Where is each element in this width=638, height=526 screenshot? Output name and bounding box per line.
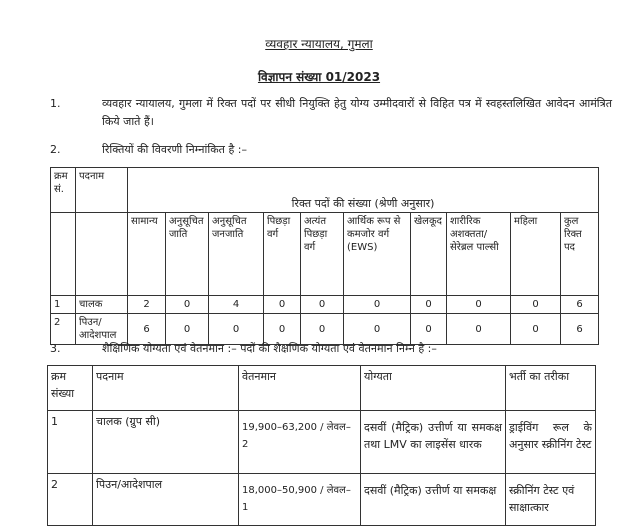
cell-value: 6 xyxy=(128,314,166,345)
cell-value: 0 xyxy=(447,296,511,314)
row-post: पिउन/आदेशपाल xyxy=(93,474,239,526)
category-header: कुल रिक्त पद xyxy=(561,213,599,296)
cell-value: 0 xyxy=(264,314,301,345)
category-header: खेलकूद xyxy=(411,213,447,296)
table-row xyxy=(48,411,596,474)
category-header: शारीरिक अशक्तता/ सेरेब्रल पाल्सी xyxy=(447,213,511,296)
row-pay-scale: 19,900–63,200 / लेवल–2 xyxy=(239,411,361,474)
cell-value: 0 xyxy=(511,296,561,314)
cell-value: 0 xyxy=(166,314,209,345)
header-post: पदनाम xyxy=(93,366,239,411)
category-header-row xyxy=(51,213,599,296)
cell-value: 4 xyxy=(209,296,264,314)
row-qualification: दसवीं (मैट्रिक) उत्तीर्ण या समकक्ष तथा LMV का लाइसेंस धारक xyxy=(361,411,506,474)
court-title: व्यवहार न्यायालय, गुमला xyxy=(265,37,373,51)
row-post: चालक (ग्रुप सी) xyxy=(93,411,239,474)
header-sr: क्रम सं. xyxy=(51,168,76,213)
row-sr: 1 xyxy=(51,296,76,314)
category-header: अत्यंत पिछड़ा वर्ग xyxy=(301,213,344,296)
header-recruitment-method: भर्ती का तरीका xyxy=(506,366,596,411)
para-2-text: रिक्तियों की विवरणी निम्नांकित है :– xyxy=(102,143,247,156)
header-row xyxy=(48,366,596,411)
header-qualification: योग्यता xyxy=(361,366,506,411)
vacancy-table xyxy=(50,167,599,345)
para-2-number: 2. xyxy=(50,143,61,156)
row-recruitment-method: स्क्रीनिंग टेस्ट एवं साक्षात्कार xyxy=(506,474,596,526)
row-qualification: दसवीं (मैट्रिक) उत्तीर्ण या समकक्ष xyxy=(361,474,506,526)
para-3-text: शैक्षिणिक योग्यता एवं वेतनमान :– पदों की शैक्षणिक योग्यता एवं वेतनमान निम्न है :– xyxy=(102,342,437,355)
row-post: चालक xyxy=(76,296,128,314)
cell-value: 0 xyxy=(344,314,411,345)
cell-value: 0 xyxy=(166,296,209,314)
para-3-number: 3. xyxy=(50,342,61,355)
cell-value: 0 xyxy=(301,314,344,345)
category-header: सामान्य xyxy=(128,213,166,296)
cell-value: 0 xyxy=(411,314,447,345)
header-post: पदनाम xyxy=(76,168,128,213)
cell-value: 0 xyxy=(301,296,344,314)
row-sr: 1 xyxy=(48,411,93,474)
advertisement-number: विज्ञापन संख्या 01/2023 xyxy=(257,70,381,84)
table-row xyxy=(48,474,596,526)
category-header: पिछड़ा वर्ग xyxy=(264,213,301,296)
header-vacancy-group: रिक्त पदों की संख्या (श्रेणी अनुसार) xyxy=(128,168,599,213)
para-1-number: 1. xyxy=(50,97,61,110)
cell-value: 0 xyxy=(511,314,561,345)
cell-value: 0 xyxy=(411,296,447,314)
header-sr: क्रम संख्या xyxy=(48,366,93,411)
category-header: महिला xyxy=(511,213,561,296)
category-header: अनुसूचित जाति xyxy=(166,213,209,296)
cell-value: 0 xyxy=(264,296,301,314)
cell-value: 0 xyxy=(447,314,511,345)
row-post: पिउन/ आदेशपाल xyxy=(76,314,128,345)
table-row xyxy=(51,296,599,314)
qualification-table xyxy=(47,365,596,526)
cell-value: 0 xyxy=(344,296,411,314)
category-header: अनुसूचित जनजाति xyxy=(209,213,264,296)
category-header: आर्थिक रूप से कमजोर वर्ग (EWS) xyxy=(344,213,411,296)
row-recruitment-method: ड्राईविंग रूल के अनुसार स्क्रीनिंग टेस्ट xyxy=(506,411,596,474)
cell-value: 2 xyxy=(128,296,166,314)
cell-total: 6 xyxy=(561,314,599,345)
cell-value: 0 xyxy=(209,314,264,345)
header-pay-scale: वेतनमान xyxy=(239,366,361,411)
row-sr: 2 xyxy=(51,314,76,345)
para-1-text: व्यवहार न्यायालय, गुमला में रिक्त पदों पर सीधी नियुक्ति हेतु योग्य उम्मीदवारों से विहित पत्र में स्वहस्तलिखित आवेदन आमंत्रित किये जाते हैं। xyxy=(102,97,612,128)
cell-total: 6 xyxy=(561,296,599,314)
row-sr: 2 xyxy=(48,474,93,526)
row-pay-scale: 18,000–50,900 / लेवल–1 xyxy=(239,474,361,526)
